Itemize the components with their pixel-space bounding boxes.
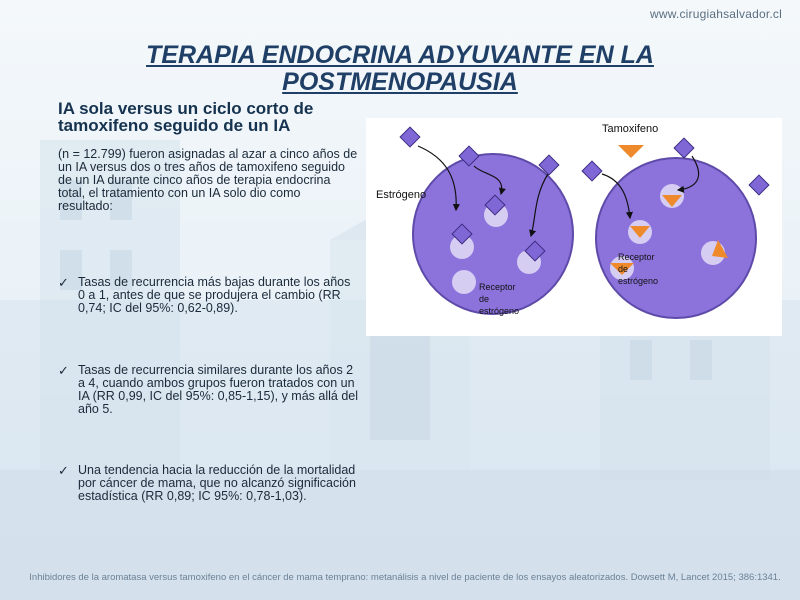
tamoxifen-free [618,145,644,158]
bullet-item [58,364,358,416]
bullet-text: Tasas de recurrencia similares durante los años 2 a 4, cuando ambos grupos fueron tratados con un IA (RR 0,99, IC del 95%: 0,85-1,15), y más allá del año 5. [78,363,358,416]
label-estrogen: Estrógeno [376,189,427,201]
bullet-item [58,276,358,315]
slide-subtitle: IA sola versus un ciclo corto de tamoxifeno seguido de un IA [58,99,314,135]
cell-right [596,158,756,318]
label-receptor-left-2: de [479,294,490,304]
bullet-text: Una tendencia hacia la reducción de la mortalidad por cáncer de mama, que no alcanzó significación estadística (RR 0,89; IC 95%: 0,78-1,03). [78,463,356,503]
label-receptor-left-3: estrógeno [479,306,520,316]
slide-title: TERAPIA ENDOCRINA ADYUVANTE EN LA POSTMENOPAUSIA [146,41,654,96]
bullet-text: Tasas de recurrencia más bajas durante los años 0 a 1, antes de que se produjera el cambio (RR 0,74; IC del 95%: 0,62-0,89). [78,275,351,315]
check-icon: ✓ [58,463,69,478]
left-column [58,99,358,503]
intro-paragraph: (n = 12.799) fueron asignadas al azar a cinco años de un IA versus dos o tres años de tamoxifeno seguido de un IA durante cinco años de terapia endocrina total, el tratamiento con un IA solo dio como resultado: [58,147,358,213]
label-receptor-right-2: de [618,264,629,274]
label-receptor-left-1: Receptor [479,282,516,292]
footer-citation: Inhibidores de la aromatasa versus tamoxifeno en el cáncer de mama temprano: metanálisis a nivel de paciente de los ensayos aleatorizados. Dowsett M, Lancet 2015; 386:1341. [29,572,781,583]
site-url: www.cirugiahsalvador.cl [650,7,782,21]
label-receptor-right-1: Receptor [618,252,655,262]
label-tamoxifen: Tamoxifeno [602,123,659,135]
receptor-diagram [366,118,782,336]
check-icon: ✓ [58,275,69,290]
check-icon: ✓ [58,363,69,378]
label-receptor-right-3: estrógeno [618,276,659,286]
bullet-item [58,464,358,503]
